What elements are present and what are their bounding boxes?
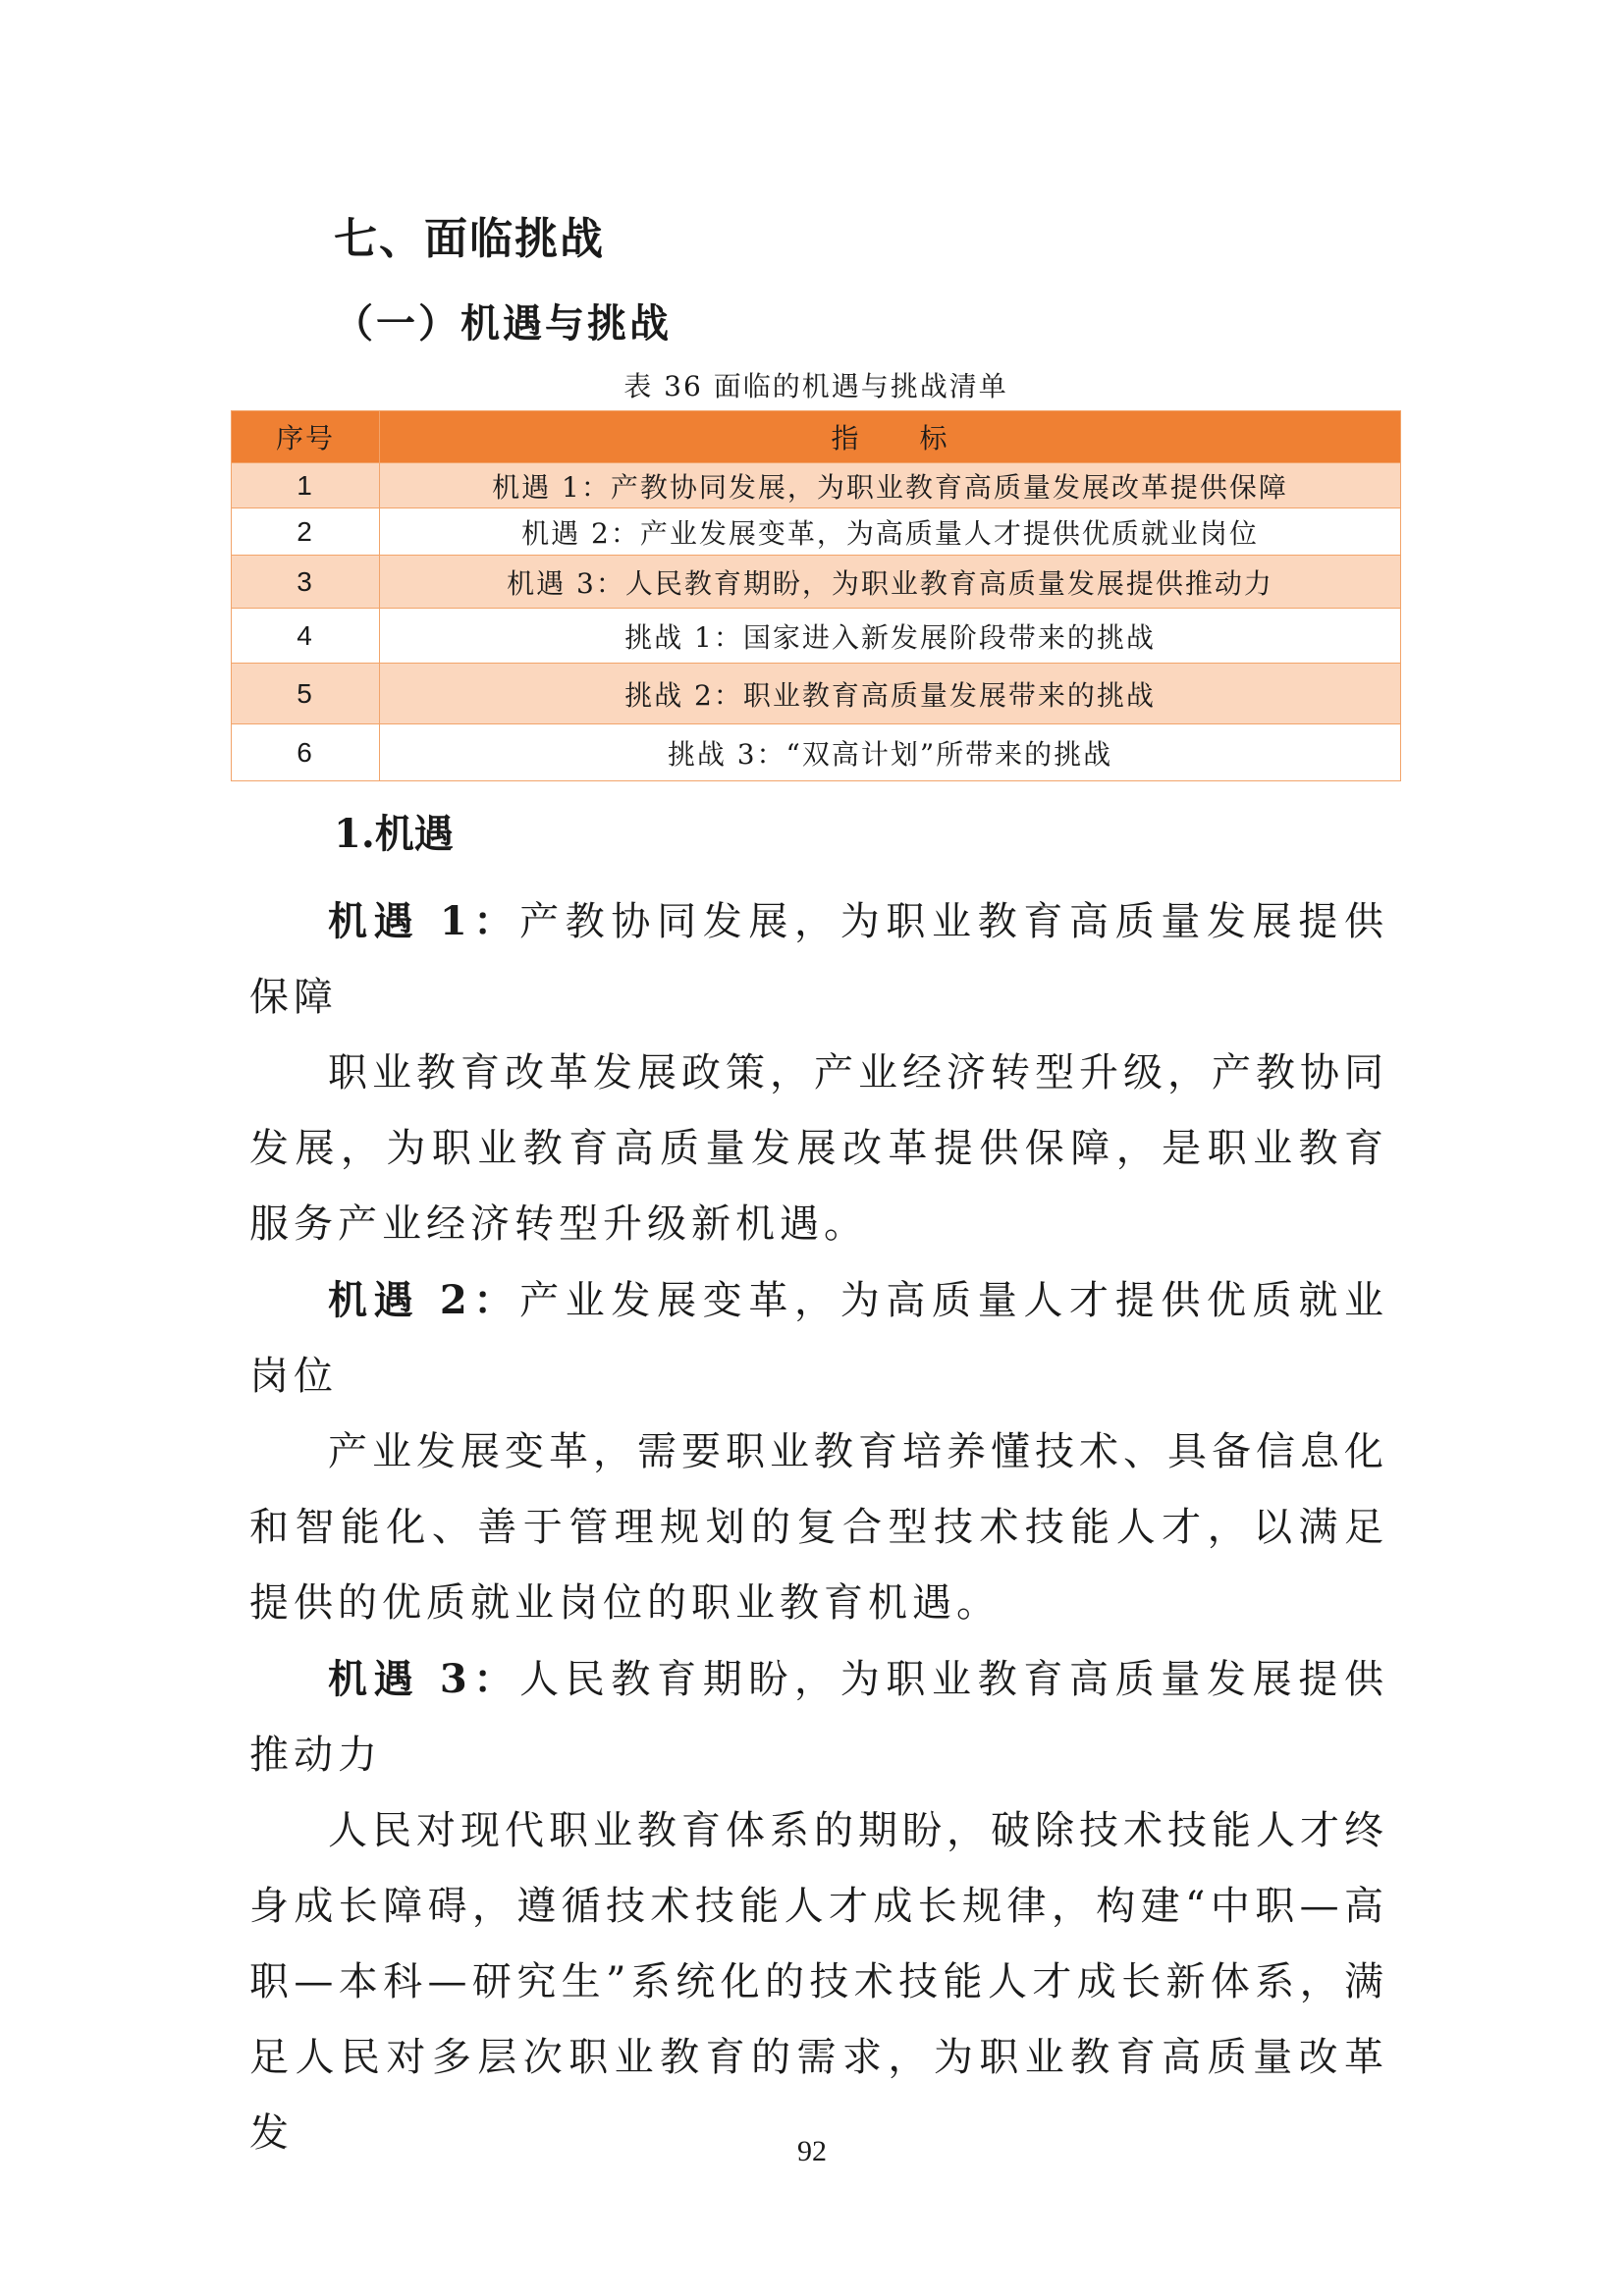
paragraph-lead: 机遇 1：	[328, 898, 520, 944]
header-indicator: 指 标	[380, 411, 1401, 463]
table-caption: 表 36 面临的机遇与挑战清单	[623, 370, 1008, 402]
header-index: 序号	[232, 411, 380, 463]
row-text: 机遇 2：产业发展变革，为高质量人才提供优质就业岗位	[380, 508, 1401, 556]
row-text: 挑战 1：国家进入新发展阶段带来的挑战	[380, 609, 1401, 664]
table-row	[232, 463, 1401, 508]
row-text: 挑战 2：职业教育高质量发展带来的挑战	[380, 664, 1401, 724]
row-number: 2	[232, 508, 380, 556]
paragraph-lead: 机遇 3：	[328, 1656, 520, 1702]
table-row	[232, 556, 1401, 609]
table-row	[232, 664, 1401, 724]
paragraph-text: 职业教育改革发展政策，产业经济转型升级，产教协同发展，为职业教育高质量发展改革提供保障，是职业教育服务产业经济转型升级新机遇。	[249, 1050, 1388, 1247]
row-number: 6	[232, 724, 380, 781]
row-number: 3	[232, 556, 380, 609]
row-number: 4	[232, 609, 380, 664]
opportunities-challenges-table	[231, 410, 1401, 781]
paragraph-text: 产业发展变革，为高质量人才提供优质就业岗位	[249, 1278, 1389, 1399]
row-number: 5	[232, 664, 380, 724]
paragraph-text: 产业发展变革，需要职业教育培养懂技术、具备信息化和智能化、善于管理规划的复合型技术技能人才，以满足提供的优质就业岗位的职业教育机遇。	[249, 1429, 1388, 1626]
body-text	[249, 883, 1388, 2171]
paragraph	[249, 883, 1388, 1036]
section-heading: （一）机遇与挑战	[334, 300, 672, 347]
paragraph-lead: 机遇 2：	[328, 1277, 520, 1323]
subsection-title: 1.机遇	[334, 811, 454, 857]
page-number: 92	[797, 2135, 827, 2167]
table-row	[232, 508, 1401, 556]
table-row	[232, 609, 1401, 664]
paragraph-text: 人民对现代职业教育体系的期盼，破除技术技能人才终身成长障碍，遵循技术技能人才成长规律，构建“中职—高职—本科—研究生”系统化的技术技能人才成长新体系，满足人民对多层次职业教育的需求，为职业教育高质量改革发	[249, 1808, 1388, 2156]
row-number: 1	[232, 463, 380, 508]
paragraph-text: 产教协同发展，为职业教育高质量发展提供保障	[249, 899, 1389, 1020]
paragraph-text: 人民教育期盼，为职业教育高质量发展提供推动力	[249, 1657, 1389, 1778]
table-header-row	[232, 411, 1401, 463]
paragraph	[249, 1262, 1388, 1415]
row-text: 挑战 3：“双高计划”所带来的挑战	[380, 724, 1401, 781]
row-text: 机遇 1：产教协同发展，为职业教育高质量发展改革提供保障	[380, 463, 1401, 508]
row-text: 机遇 3：人民教育期盼，为职业教育高质量发展提供推动力	[380, 556, 1401, 609]
paragraph	[249, 1415, 1388, 1641]
chapter-heading: 七、面临挑战	[334, 214, 605, 264]
table-row	[232, 724, 1401, 781]
paragraph	[249, 1641, 1388, 1793]
paragraph	[249, 1036, 1388, 1262]
paragraph	[249, 1793, 1388, 2171]
